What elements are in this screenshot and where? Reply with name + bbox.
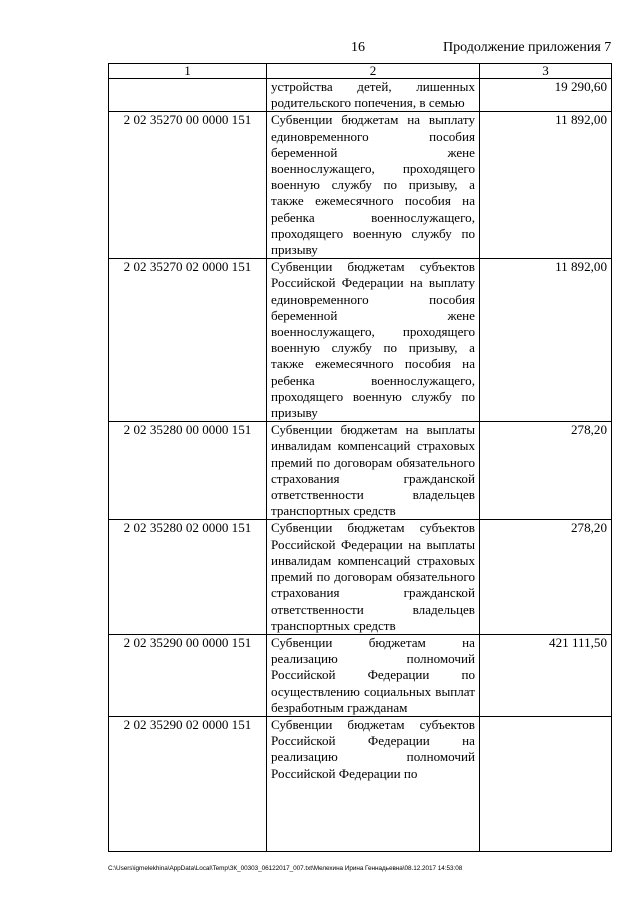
column-header-1: 1 — [109, 64, 267, 79]
description-cell — [267, 716, 480, 851]
budget-code-cell: 2 02 35290 02 0000 151 — [109, 716, 267, 851]
budget-code-cell: 2 02 35290 00 0000 151 — [109, 634, 267, 716]
column-header-3: 3 — [480, 64, 612, 79]
continuation-label: Продолжение приложения 7 — [443, 40, 612, 55]
description-text: Субвенции бюджетам субъектов Российской Федерации на реализацию полномочий Российской Федерации по — [271, 716, 475, 781]
table-row — [109, 520, 612, 634]
description-cell: Субвенции бюджетам на реализацию полномочий Российской Федерации по осуществлению социальных выплат безработным гражданам — [267, 634, 480, 716]
table-row — [109, 422, 612, 520]
table-row — [109, 634, 612, 716]
table-row — [109, 112, 612, 259]
budget-code-cell: 2 02 35270 00 0000 151 — [109, 112, 267, 259]
amount-cell: 278,20 — [480, 422, 612, 520]
table-row — [109, 79, 612, 112]
budget-code-cell: 2 02 35280 02 0000 151 — [109, 520, 267, 634]
amount-cell — [480, 716, 612, 851]
amount-cell: 11 892,00 — [480, 112, 612, 259]
budget-code-cell: 2 02 35270 02 0000 151 — [109, 259, 267, 422]
amount-cell: 19 290,60 — [480, 79, 612, 112]
description-cell: устройства детей, лишенных родительского попечения, в семью — [267, 79, 480, 112]
description-cell: Субвенции бюджетам на выплаты инвалидам компенсаций страховых премий по договорам обязательного страхования гражданской ответственности владельцев транспортных средств — [267, 422, 480, 520]
amount-cell: 11 892,00 — [480, 259, 612, 422]
budget-code-cell — [109, 79, 267, 112]
amount-cell: 421 111,50 — [480, 634, 612, 716]
document-footer-path: C:\Users\igmelekhina\AppData\Local\Temp\ЗК_00303_06122017_007.txt\Мелехина Ирина Геннадьевна\08.12.2017 14:53:08 — [108, 865, 463, 872]
budget-table — [108, 63, 612, 852]
description-cell: Субвенции бюджетам субъектов Российской Федерации на выплаты инвалидам компенсаций страховых премий по договорам обязательного страхования гражданской ответственности владельцев транспортных средств — [267, 520, 480, 634]
description-cell: Субвенции бюджетам на выплату единовременного пособия беременной жене военнослужащего, проходящего военную службу по призыву, а также ежемесячного пособия на ребенка военнослужащего, проходящего военную службу по призыву — [267, 112, 480, 259]
table-row — [109, 259, 612, 422]
budget-code-cell: 2 02 35280 00 0000 151 — [109, 422, 267, 520]
amount-cell: 278,20 — [480, 520, 612, 634]
description-cell: Субвенции бюджетам субъектов Российской Федерации на выплату единовременного пособия беременной жене военнослужащего, проходящего военную службу по призыву, а также ежемесячного пособия на ребенка военнослужащего, проходящего военную службу по призыву — [267, 259, 480, 422]
table-header-row — [109, 64, 612, 79]
table-row — [109, 716, 612, 851]
column-header-2: 2 — [267, 64, 480, 79]
page-number: 16 — [351, 40, 365, 55]
